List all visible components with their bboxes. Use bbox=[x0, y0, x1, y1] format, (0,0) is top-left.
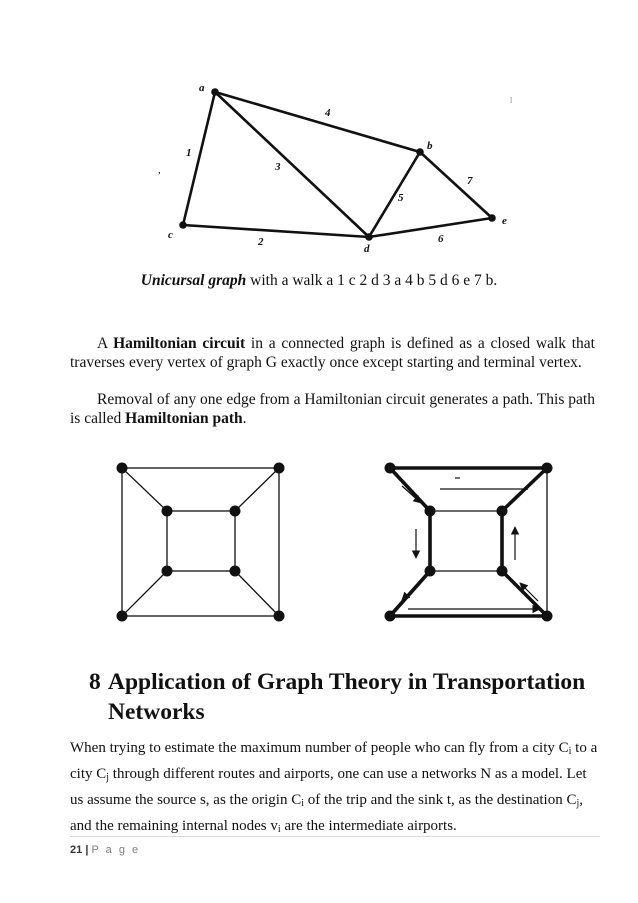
page-word: P a g e bbox=[91, 844, 141, 856]
para1-post: in a connected graph is defined as a closed walk that traverses every vertex of graph G exactly once except starting and terminal vertex. bbox=[70, 335, 595, 371]
caption-term: Unicursal graph bbox=[140, 272, 247, 289]
vertex-b bbox=[416, 148, 424, 156]
spoke-br-left bbox=[235, 571, 279, 616]
footer-divider bbox=[70, 836, 600, 837]
footer-separator: | bbox=[85, 844, 89, 856]
hamiltonian-circuit-paragraph bbox=[70, 335, 595, 372]
edge-c-d bbox=[183, 225, 369, 237]
spoke-tl-left bbox=[122, 468, 167, 511]
unicursal-graph-figure bbox=[150, 70, 530, 255]
subscript-i-1: i bbox=[568, 746, 572, 757]
edge-label-1: 1 bbox=[186, 147, 192, 159]
caption-text: with a walk a 1 c 2 d 3 a 4 b 5 d 6 e 7 b. bbox=[246, 272, 498, 289]
edge-b-d bbox=[369, 152, 420, 237]
page-number: 21 bbox=[70, 844, 83, 856]
edge-label-3: 3 bbox=[275, 161, 281, 173]
section-title-line1: Application of Graph Theory in Transportation bbox=[108, 669, 586, 695]
vertex-label-e: e bbox=[502, 215, 507, 227]
hamiltonian-path-paragraph bbox=[70, 391, 595, 428]
hamiltonian-circuit-term: Hamiltonian circuit bbox=[113, 335, 246, 352]
subscript-i-3: i bbox=[277, 824, 281, 835]
edge-label-2: 2 bbox=[258, 236, 264, 248]
body-text-5: , and the remaining internal nodes v bbox=[70, 792, 583, 834]
vertex-d bbox=[365, 233, 373, 241]
spoke-tr-left bbox=[235, 468, 279, 511]
vertex-label-c: c bbox=[168, 229, 173, 241]
vertex-label-a: a bbox=[199, 82, 205, 94]
body-text-1: When trying to estimate the maximum number of people who can fly from a city C bbox=[70, 740, 569, 756]
edge-d-e bbox=[369, 218, 492, 237]
cube-graph-plain bbox=[122, 468, 279, 616]
stray-mark-l: l bbox=[510, 96, 513, 105]
vertex-a bbox=[211, 88, 219, 96]
cube-graph-hamiltonian bbox=[390, 468, 547, 616]
hamiltonian-graph-figure bbox=[110, 455, 560, 630]
subscript-j-2: j bbox=[576, 798, 580, 809]
edge-label-6: 6 bbox=[438, 233, 444, 245]
vertex-label-d: d bbox=[364, 243, 370, 255]
inner-square-left bbox=[167, 511, 235, 571]
hamiltonian-path-term: Hamiltonian path bbox=[125, 409, 243, 427]
edge-b-e bbox=[420, 152, 492, 218]
vertex-e bbox=[488, 214, 496, 222]
body-text-3: through different routes and airports, one can use a networks N as a model. Let us assume the source s, as the origin C bbox=[70, 766, 587, 808]
vertex-c bbox=[179, 221, 187, 229]
body-text-4: of the trip and the sink t, as the destination C bbox=[304, 792, 577, 808]
figure-caption bbox=[0, 272, 638, 290]
subscript-i-2: i bbox=[301, 798, 304, 809]
body-text-6: are the intermediate airports. bbox=[280, 818, 457, 834]
para2-post: . bbox=[242, 409, 247, 427]
section-heading bbox=[89, 667, 609, 727]
section-title-line2: Networks bbox=[108, 699, 205, 725]
para1-pre: A bbox=[97, 335, 114, 352]
vertex-label-b: b bbox=[427, 140, 433, 152]
subscript-j-1: j bbox=[106, 772, 110, 783]
edge-label-7: 7 bbox=[467, 175, 473, 187]
page-footer bbox=[70, 844, 140, 856]
stray-mark-comma: , bbox=[158, 164, 161, 176]
edge-label-5: 5 bbox=[398, 192, 404, 204]
spoke-bl-left bbox=[122, 571, 167, 616]
section-number: 8 bbox=[89, 669, 101, 695]
transportation-paragraph bbox=[70, 737, 598, 841]
hamiltonian-circuit-path bbox=[390, 468, 547, 616]
para2-pre: Removal of any one edge from a Hamiltonian circuit generates a path. This path is called bbox=[70, 391, 595, 427]
body-text-2: to a city C bbox=[70, 740, 598, 782]
edge-label-4: 4 bbox=[325, 107, 331, 119]
